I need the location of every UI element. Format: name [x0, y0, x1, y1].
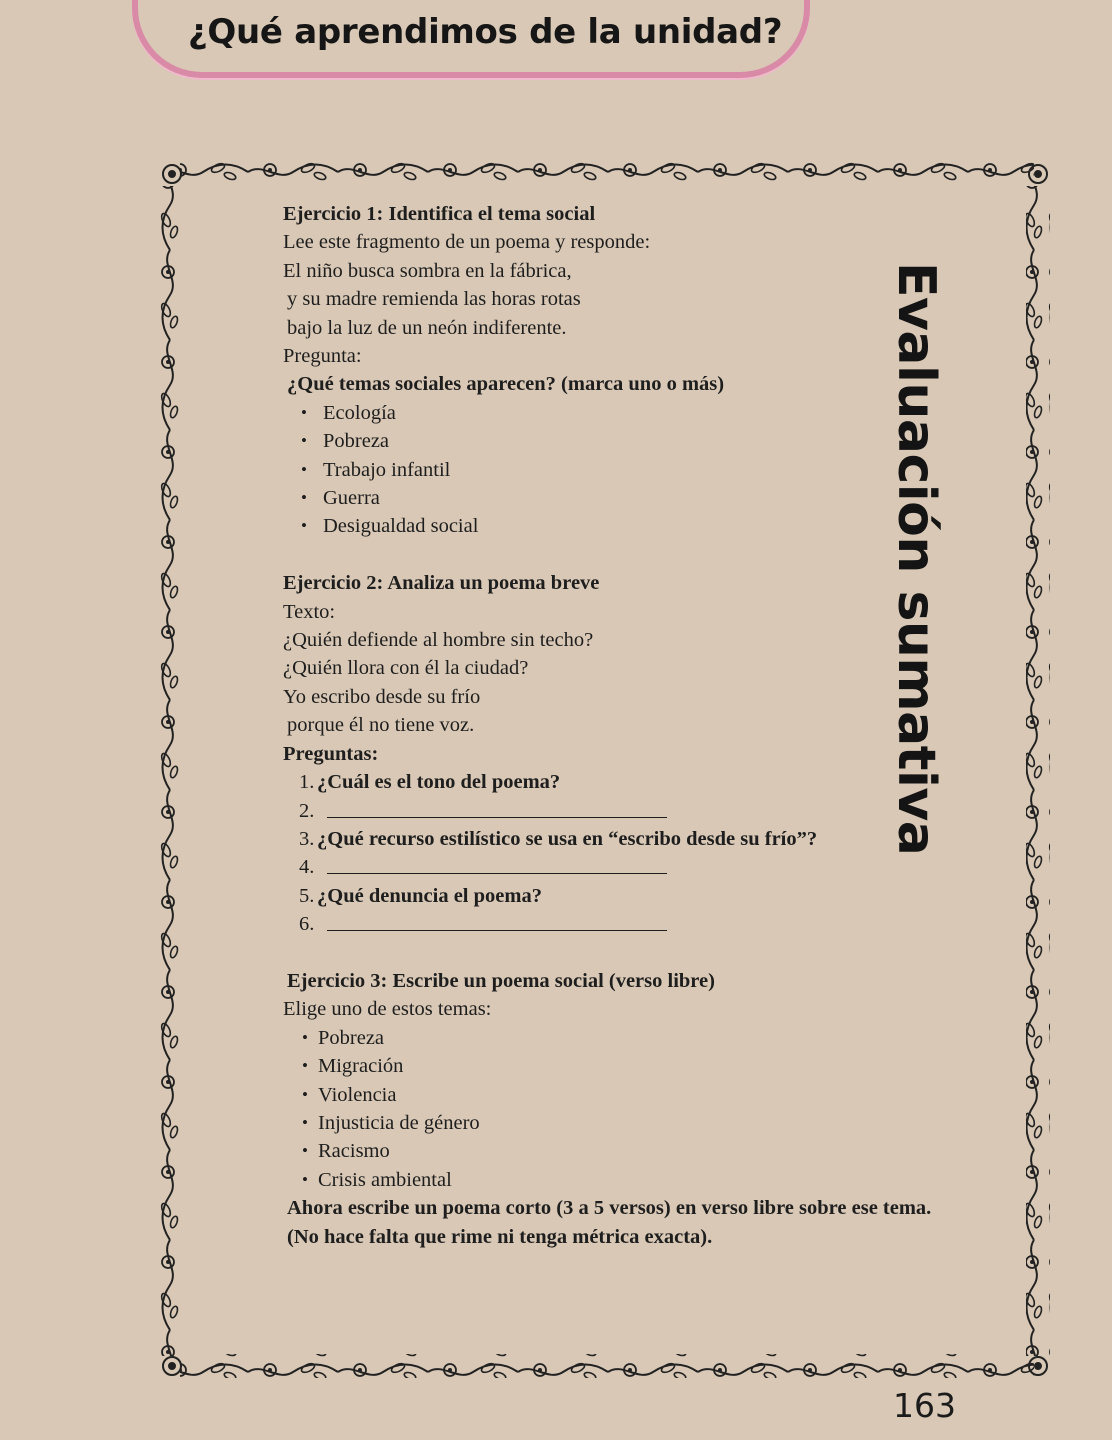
list-item: • Injusticia de género: [283, 1109, 923, 1137]
list-item: • Trabajo infantil: [283, 456, 923, 484]
list-item: 6.: [283, 910, 923, 938]
question-label: Pregunta:: [283, 345, 362, 368]
exercise2-questions: [283, 768, 923, 938]
list-item: • Pobreza: [283, 1024, 923, 1052]
poem-line: y su madre remienda las horas rotas: [287, 288, 581, 311]
page-number: 163: [893, 1386, 956, 1425]
list-item: • Desigualdad social: [283, 512, 923, 540]
side-title-text: Evaluación sumativa: [886, 262, 946, 856]
answer-line[interactable]: [327, 797, 667, 818]
list-item: 2.: [283, 797, 923, 825]
exercise1-question: ¿Qué temas sociales aparecen? (marca uno o más): [287, 373, 725, 396]
exercise3-instruction: Elige uno de estos temas:: [283, 998, 492, 1021]
page-title: ¿Qué aprendimos de la unidad?: [188, 12, 783, 52]
exercise1-heading: Ejercicio 1: Identifica el tema social: [283, 203, 596, 225]
exercise3-heading: Ejercicio 3: Escribe un poema social (verso libre): [287, 969, 715, 992]
poem-line: ¿Quién llora con él la ciudad?: [283, 657, 529, 680]
list-item: • Guerra: [283, 484, 923, 512]
list-item: • Violencia: [283, 1081, 923, 1109]
list-item: • Pobreza: [283, 427, 923, 455]
list-item: • Migración: [283, 1052, 923, 1080]
poem-line: bajo la luz de un neón indiferente.: [287, 316, 567, 339]
list-item: 1. ¿Cuál es el tono del poema?: [299, 771, 561, 794]
exercise1-options: [283, 399, 923, 541]
poem-line: porque él no tiene voz.: [287, 714, 475, 737]
exercise3-closing: Ahora escribe un poema corto (3 a 5 versos) en verso libre sobre ese tema.: [287, 1197, 932, 1220]
answer-line[interactable]: [327, 853, 667, 874]
list-item: 3. ¿Qué recurso estilístico se usa en “escribo desde su frío”?: [299, 827, 818, 850]
exercise-content: [283, 200, 932, 1251]
text-label: Texto:: [283, 600, 336, 623]
exercise3-note: (No hace falta que rime ni tenga métrica exacta).: [287, 1225, 713, 1248]
exercise1-instruction: Lee este fragmento de un poema y responde:: [283, 231, 651, 254]
list-item: 4.: [283, 853, 923, 881]
answer-line[interactable]: [327, 910, 667, 931]
poem-line: Yo escribo desde su frío: [283, 685, 481, 708]
questions-label: Preguntas:: [283, 742, 379, 765]
poem-line: El niño busca sombra en la fábrica,: [283, 259, 572, 282]
list-item: • Racismo: [283, 1137, 923, 1165]
poem-line: ¿Quién defiende al hombre sin techo?: [283, 629, 594, 652]
exercise3-themes: [283, 1024, 923, 1194]
exercise2-heading: Ejercicio 2: Analiza un poema breve: [283, 572, 600, 595]
list-item: • Crisis ambiental: [283, 1166, 923, 1194]
list-item: 5. ¿Qué denuncia el poema?: [299, 884, 542, 907]
list-item: • Ecología: [283, 399, 923, 427]
